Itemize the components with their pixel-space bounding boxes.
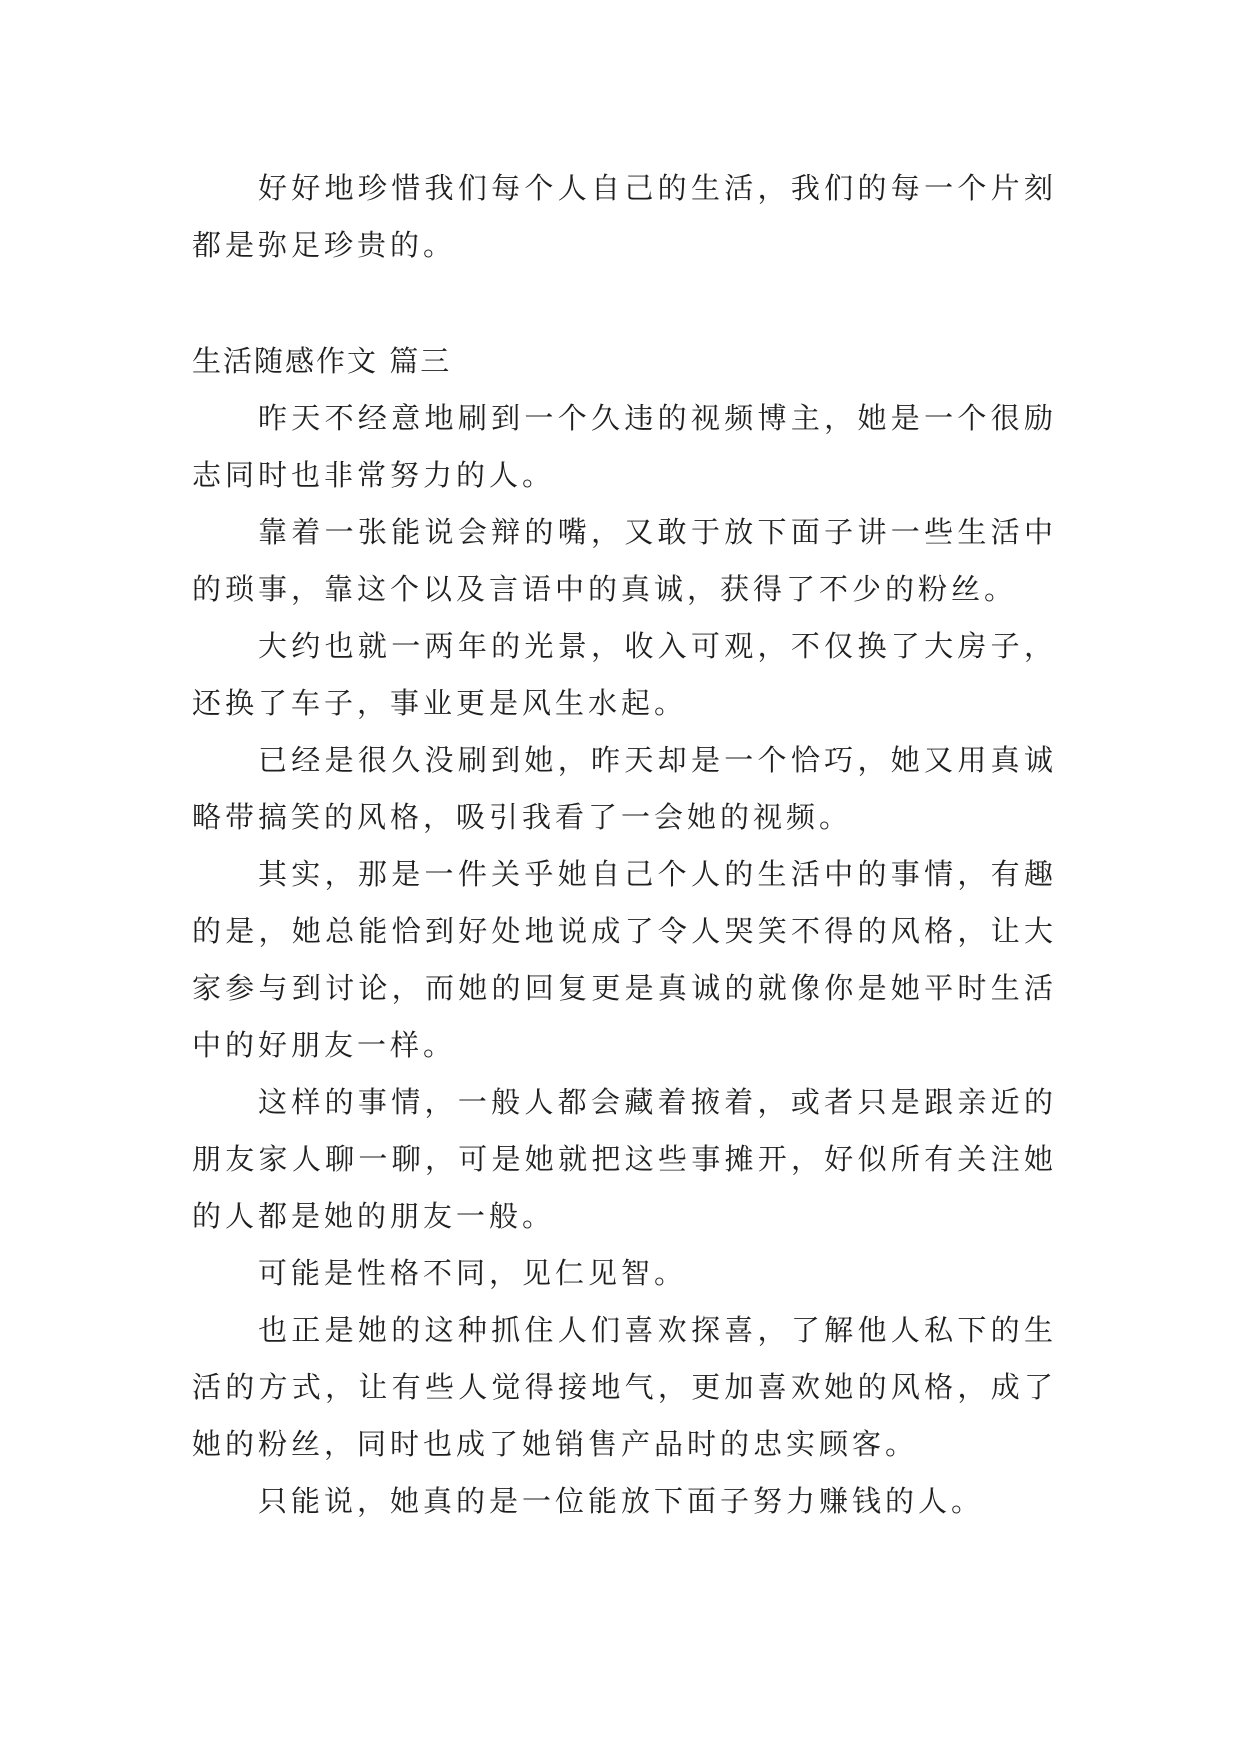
paragraph: 大约也就一两年的光景，收入可观，不仅换了大房子，还换了车子，事业更是风生水起。 bbox=[192, 629, 1057, 720]
paragraph: 这样的事情，一般人都会藏着掖着，或者只是跟亲近的朋友家人聊一聊，可是她就把这些事摊开，好似所有关注她的人都是她的朋友一般。 bbox=[192, 1085, 1057, 1233]
paragraph: 只能说，她真的是一位能放下面子努力赚钱的人。 bbox=[258, 1484, 985, 1518]
paragraph: 靠着一张能说会辩的嘴，又敢于放下面子讲一些生活中的琐事，靠这个以及言语中的真诚，获得了不少的粉丝。 bbox=[192, 515, 1057, 606]
section-heading: 生活随感作文 篇三 bbox=[192, 344, 452, 378]
paragraph: 其实，那是一件关乎她自己个人的生活中的事情，有趣的是，她总能恰到好处地说成了令人哭笑不得的风格，让大家参与到讨论，而她的回复更是真诚的就像你是她平时生活中的好朋友一样。 bbox=[192, 857, 1057, 1062]
document-body bbox=[192, 160, 1057, 1530]
paragraph: 可能是性格不同，见仁见智。 bbox=[258, 1256, 688, 1290]
paragraph: 也正是她的这种抓住人们喜欢探喜，了解他人私下的生活的方式，让有些人觉得接地气，更加喜欢她的风格，成了她的粉丝，同时也成了她销售产品时的忠实顾客。 bbox=[192, 1313, 1057, 1461]
paragraph: 已经是很久没刷到她，昨天却是一个恰巧，她又用真诚略带搞笑的风格，吸引我看了一会她的视频。 bbox=[192, 743, 1057, 834]
paragraph: 昨天不经意地刷到一个久违的视频博主，她是一个很励志同时也非常努力的人。 bbox=[192, 401, 1057, 492]
intro-paragraph: 好好地珍惜我们每个人自己的生活，我们的每一个片刻都是弥足珍贵的。 bbox=[192, 171, 1057, 262]
